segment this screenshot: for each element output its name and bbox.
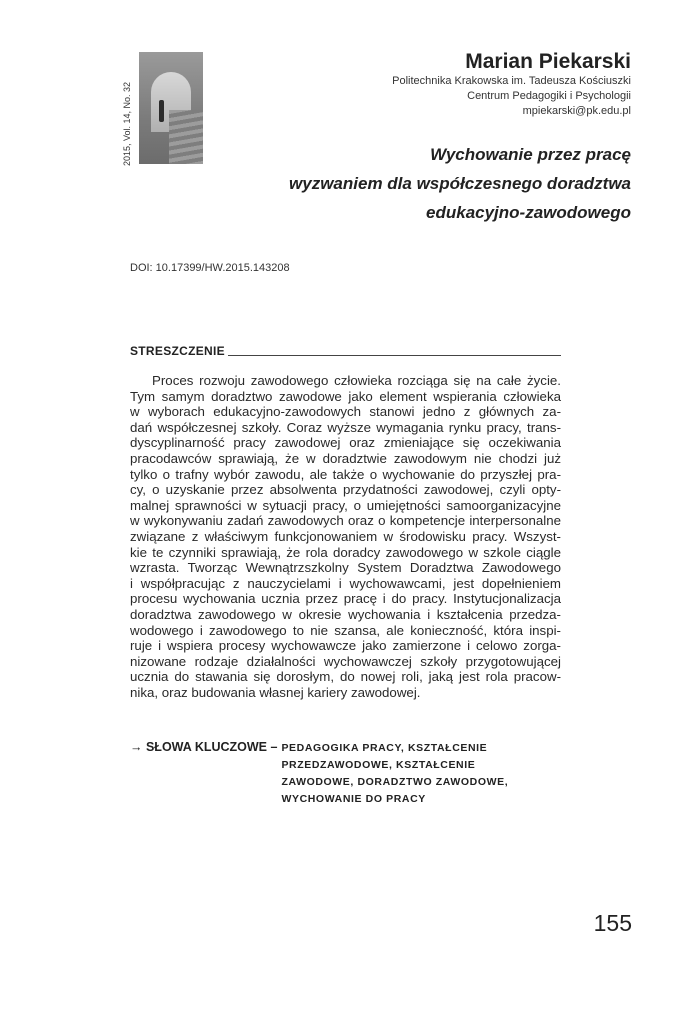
abstract-line: tylko o trafny wybór zawodu, ale także o wychowanie do przyszłej pra-: [130, 466, 561, 482]
abstract-line: ruje i wspiera procesy wychowawcze jako zamierzone i celowo zorga-: [130, 638, 561, 654]
author-block: [392, 50, 631, 119]
abstract-body: [130, 373, 561, 700]
keywords-list: [281, 739, 508, 808]
title-line: wyzwaniem dla współczesnego doradztwa: [289, 174, 631, 193]
abstract-line: doradztwa zawodowego w okresie wychowania i kształcenia przedza-: [130, 606, 561, 622]
keywords-label: → SŁOWA KLUCZOWE –: [130, 740, 278, 754]
journal-cover-thumbnail: [139, 52, 203, 164]
author-affiliation-university: Politechnika Krakowska im. Tadeusza Kościuszki: [392, 75, 631, 87]
journal-volume-label: 2015, Vol. 14, No. 32: [122, 81, 132, 166]
abstract-line: w wykonywaniu zadań zawodowych oraz o kompetencje interpersonalne: [130, 513, 561, 529]
abstract-line: malnej sprawności w sytuacji pracy, o umiejętności samoorganizacyjne: [130, 497, 561, 513]
article-title: [289, 140, 631, 227]
abstract-heading-label: STRESZCZENIE: [130, 344, 225, 358]
keyword-line: ZAWODOWE, DORADZTWO ZAWODOWE,: [281, 776, 509, 788]
abstract-line: pracodawców sprawiają, że w doradztwie zawodowym nie chodzi już: [130, 450, 561, 466]
abstract-line: wodowego i zawodowego to nie szansa, ale konieczność, która inspi-: [130, 622, 561, 638]
author-email[interactable]: mpiekarski@pk.edu.pl: [522, 105, 631, 117]
page-number: 155: [593, 910, 632, 936]
keywords-section: [130, 739, 508, 808]
author-name: Marian Piekarski: [465, 50, 631, 73]
keyword-line: WYCHOWANIE DO PRACY: [281, 793, 426, 805]
abstract-line: nizowane rodzaje działalności wychowawczej szkoły przygotowującej: [130, 653, 561, 669]
abstract-line: nika, oraz budowania własnej kariery zawodowej.: [130, 684, 421, 700]
title-line: edukacyjno-zawodowego: [426, 203, 631, 222]
abstract-line: i współpracując z nauczycielami i wychowawcami, jest dopełnieniem: [130, 575, 561, 591]
heading-rule: [228, 355, 561, 356]
doi-reference[interactable]: DOI: 10.17399/HW.2015.143208: [130, 262, 290, 274]
abstract-line: dań współczesnej szkoły. Coraz wyższe wymagania rynku pracy, trans-: [130, 419, 561, 435]
cover-figure-shape: [159, 100, 164, 122]
abstract-line: kie te czynniki sprawiają, że rola doradcy zawodowego w szkole ciągle: [130, 544, 561, 560]
keyword-line: PRZEDZAWODOWE, KSZTAŁCENIE: [281, 759, 476, 771]
abstract-line: Proces rozwoju zawodowego człowieka rozciąga się na całe życie.: [152, 373, 561, 388]
abstract-line: dyscyplinarność pracy zawodowej oraz zmieniające się oczekiwania: [130, 435, 561, 451]
abstract-line: procesu wychowania ucznia przez pracę i do pracy. Instytucjonalizacja: [130, 591, 561, 607]
cover-steps-shape: [169, 110, 203, 164]
abstract-line: związane z właściwym funkcjonowaniem w środowisku pracy. Wszyst-: [130, 528, 561, 544]
abstract-line: cy, o uzyskanie przez absolwenta przydatności zawodowej, czyli opty-: [130, 482, 561, 498]
abstract-line: Tym samym doradztwo zawodowe jako element wspierania człowieka: [130, 388, 561, 404]
abstract-heading: [130, 344, 561, 358]
author-affiliation-department: Centrum Pedagogiki i Psychologii: [467, 90, 631, 102]
abstract-line: w wyborach edukacyjno-zawodowych stanowi jedno z głównych za-: [130, 404, 561, 420]
title-line: Wychowanie przez pracę: [430, 145, 631, 164]
abstract-line: ucznia do stawania się dorosłym, do nowej roli, jaką jest rola pracow-: [130, 669, 561, 685]
abstract-line: wzrasta. Tworząc Wewnątrzszkolny System Doradztwa Zawodowego: [130, 560, 561, 576]
keyword-line: PEDAGOGIKA PRACY, KSZTAŁCENIE: [281, 742, 488, 754]
